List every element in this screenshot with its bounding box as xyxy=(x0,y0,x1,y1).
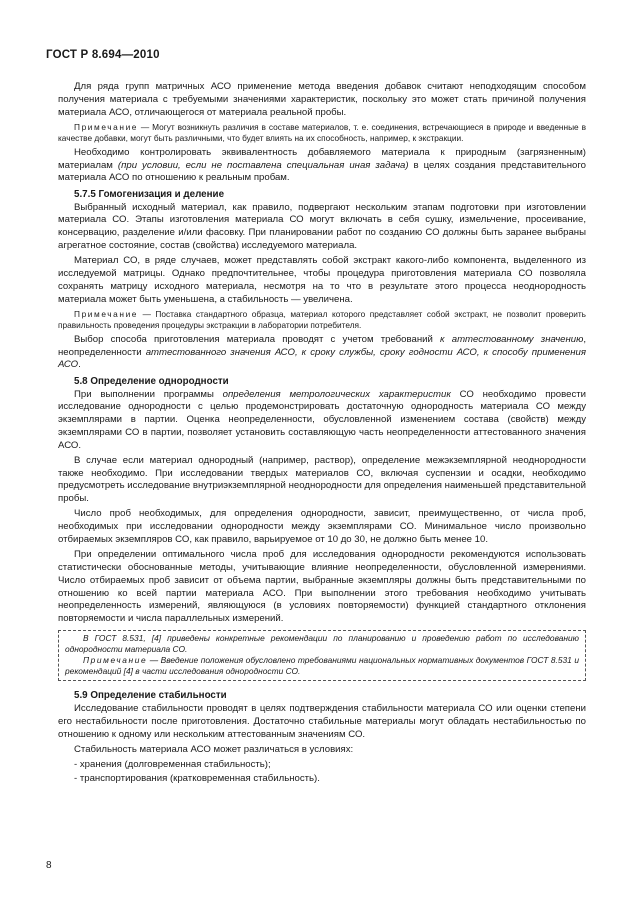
note-label: Примечание xyxy=(74,121,139,132)
paragraph xyxy=(58,147,586,185)
box-text: В ГОСТ 8.531, [4] приведены конкретные рекомендации по планированию и проведению работ по исследованию однородности материала СО. xyxy=(65,633,579,655)
page-number: 8 xyxy=(46,860,52,871)
paragraph xyxy=(58,334,586,372)
note-label: Примечание xyxy=(83,655,148,666)
document-body xyxy=(58,81,586,787)
note-text: — Поставка стандартного образца, материал которого представляет собой экстракт, не позволит проверить правильность проведения процедуры экстракции в лаборатории потребителя. xyxy=(58,308,586,330)
text-span: СО необходимо провести исследование однородности с целью продемонстрировать достаточную однородность материала СО между экземплярами в партии. Оценка неопределенности, обусловленной изменением состава (свойств) между экземплярами СО в партии, позволяет установить составляющую часть неопределенности аттестованного значения АСО. xyxy=(58,388,587,451)
box-note xyxy=(65,655,579,677)
text-span: , неопределенности xyxy=(58,333,586,358)
italic-text: к аттестованному значению xyxy=(440,333,584,345)
section-heading-5-9: 5.9 Определение стабильности xyxy=(74,690,227,702)
paragraph: Материал СО, в ряде случаев, может представлять собой экстракт какого-либо компонента, выделенного из исследуемой матрицы. Однако предпочтительнее, чтобы процедура приготовления материала СО позволяла сохранять матрицу исходного материала, несмотря на то что в результате этого процесса неоднородность материала может быть уменьшена, а стабильность — увеличена. xyxy=(58,255,586,305)
note xyxy=(58,122,586,144)
section-heading-5-8: 5.8 Определение однородности xyxy=(74,375,229,387)
list-item: - хранения (долговременная стабильность); xyxy=(74,758,271,770)
italic-text: аттестованного значения АСО, к сроку службы, сроку годности АСО, к способу применения АСО xyxy=(58,346,586,371)
section-heading-5-7-5: 5.7.5 Гомогенизация и деление xyxy=(74,188,225,200)
conditions-list xyxy=(58,759,586,786)
text-span: . xyxy=(78,359,81,371)
text-span: в целях создания представительного материала АСО по отношению к реальным пробам. xyxy=(58,159,586,184)
note-label: Примечание xyxy=(74,308,139,319)
paragraph: При определении оптимального числа проб для исследования однородности рекомендуются использовать статистически обоснованные методы, учитывающие влияние неопределенности, обусловленной измерениями. Число отбираемых проб зависит от объема партии, выбранные экземпляры должны быть представительными по отношению ко всей партии материала АСО. При выполнении этого требования необходимо учитывать неопределенность измерений, являющуюся (в условиях повторяемости) функцией стандартного отклонения повторяемости и числа параллельных измерений. xyxy=(58,549,586,625)
italic-text: определения метрологических характеристик xyxy=(222,388,451,400)
note-text: — Могут возникнуть различия в составе материалов, т. е. соединения, встречающиеся в природе и введенные в качестве добавки, могут быть различными, что будет влиять на их способность, например, к экстракции. xyxy=(58,121,586,143)
document-header: ГОСТ Р 8.694—2010 xyxy=(46,49,160,61)
text-span: Необходимо контролировать эквивалентность добавляемого материала к природным (загрязненным) материалам xyxy=(58,146,586,171)
note-text: — Введение положения обусловлено требованиями национальных нормативных документов ГОСТ 8.531 и рекомендаций [4] в части исследования однородности СО. xyxy=(65,655,579,677)
text-span: При выполнении программы xyxy=(74,388,223,400)
paragraph xyxy=(58,389,586,453)
italic-text: (при условии, если не поставлена специальная иная задача) xyxy=(117,159,409,171)
paragraph: Для ряда групп матричных АСО применение метода введения добавок считают неподходящим способом получения материала с требуемыми значениями характеристик, поскольку это может стать причиной получения материала АСО, отличающегося от материала реальной пробы. xyxy=(58,81,586,118)
note xyxy=(58,309,586,331)
text-span: Выбор способа приготовления материала проводят с учетом требований xyxy=(74,333,441,345)
paragraph: Стабильность материала АСО может различаться в условиях: xyxy=(74,743,354,755)
paragraph: Число проб необходимых, для определения однородности, зависит, преимущественно, от числа проб, необходимых при исследовании однородности между экземплярами СО. Минимальное число произвольно отбираемых экземпляров СО, как правило, варьируемое от 10 до 30, не должно быть менее 10. xyxy=(58,508,586,546)
paragraph: Исследование стабильности проводят в целях подтверждения стабильности материала СО или оценки степени его нестабильности после приготовления. Достаточно стабильные материалы могут обладать нестабильностью по отношению к одному или нескольким аттестованным значениям СО. xyxy=(58,703,586,740)
paragraph: Выбранный исходный материал, как правило, подвергают нескольким этапам подготовки при изготовлении материала СО. Этапы изготовления материала СО могут включать в себя сушку, измельчение, просеивание, консервацию, разделение и/или фасовку. При планировании работ по созданию СО должны быть заранее выбраны агрегатное состояние, состав (свойства) исследуемого материала. xyxy=(58,201,586,251)
paragraph: В случае если материал однородный (например, раствор), определение межэкземплярной неоднородности также необходимо. При исследовании твердых материалов СО, включая суспензии и осадки, необходимо предусмотреть исследование внутриэкземплярной неоднородности для определения наименьшей представительной пробы. xyxy=(58,454,586,505)
list-item: - транспортирования (кратковременная стабильность). xyxy=(74,772,320,784)
national-deviation-box xyxy=(58,630,586,681)
